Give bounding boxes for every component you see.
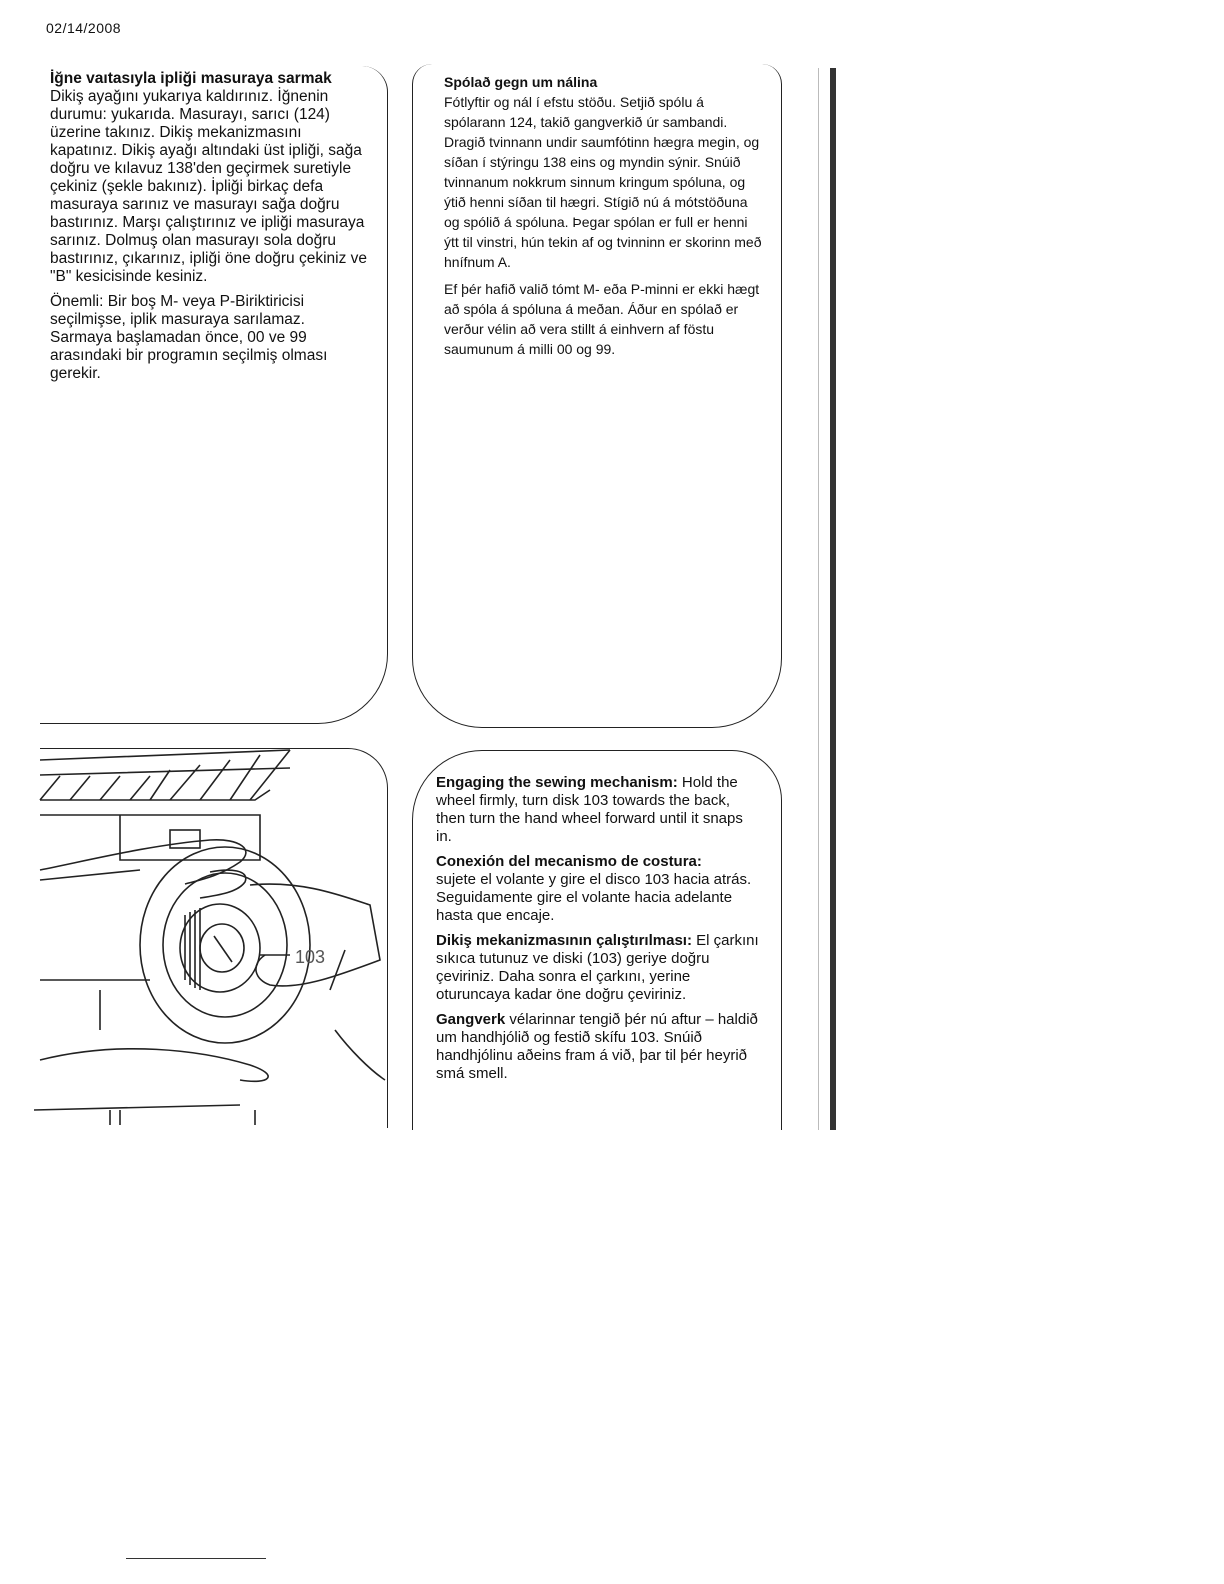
section-note: Ef þér hafið valið tómt M- eða P-minni er ekki hægt að spóla á spóluna á meðan. Áður en spólað er verður vélin að vera stillt á einhvern af föstu saumunum á milli 00 og 99. bbox=[444, 281, 760, 357]
spanish-body: sujete el volante y gire el disco 103 hacia atrás. Seguidamente gire el volante hacia adelante hasta que encaje. bbox=[436, 871, 752, 924]
callout-103: 103 bbox=[295, 947, 326, 967]
icelandic-winding-section bbox=[444, 72, 766, 366]
binding-edge-line bbox=[830, 68, 836, 1130]
turkish-body: El çarkını sıkıca tutunuz ve diski (103) geriye doğru çeviriniz. Daha sonra el çarkını, yerine oturuncaya kadar öne doğru çeviriniz. bbox=[436, 932, 759, 1003]
icelandic-title: Gangverk bbox=[436, 1011, 506, 1028]
section-body: Dikiş ayağını yukarıya kaldırınız. İğnenin durumu: yukarıda. Masurayı, sarıcı (124) üzerine takınız. Dikiş mekanizmasını kapatınız. Dikiş ayağı altındaki üst ipliği, sağa doğru ve kılavuz 138'den geçirmek suretiyle çekiniz (şekle bakınız). İpliği birkaç defa masuraya sarınız ve masurayı sağa doğru bastırınız. Marşı çalıştırınız ve ipliği masuraya sarınız. Dolmuş olan masurayı sola doğru bastırınız, çıkarınız, ipliği öne doğru çekiniz ve "B" kesicisinde kesiniz. bbox=[50, 88, 368, 285]
binding-shadow-line bbox=[818, 68, 819, 1130]
english-body: Hold the wheel firmly, turn disk 103 towards the back, then turn the hand wheel forward until it snaps in. bbox=[436, 774, 743, 845]
page-date: 02/14/2008 bbox=[46, 20, 122, 36]
section-body: Fótlyftir og nál í efstu stöðu. Setjið spólu á spólarann 124, takið gangverkið úr sambandi. Dragið tvinnann undir saumfótinn hægra megin, og síðan í stýringu 138 eins og myndin sýnir. Snúið tvinnanum nokkrum sinnum kringum spóluna, og ýtið henni síðan til hægri. Stígið nú á mótstöðuna og spólið á spóluna. Þegar spólan er full er henni ýtt til vinstri, hún tekin af og tvinninn er skorinn með hnífnum A. bbox=[444, 94, 762, 270]
spanish-title: Conexión del mecanismo de costura: bbox=[436, 853, 702, 870]
section-note: Önemli: Bir boş M- veya P-Biriktiricisi seçilmişse, iplik masuraya sarılamaz. Sarmaya başlamadan önce, 00 ve 99 arasındaki bir programın seçilmiş olması gerekir. bbox=[50, 293, 328, 382]
english-title: Engaging the sewing mechanism: bbox=[436, 774, 678, 791]
icelandic-body: vélarinnar tengið þér nú aftur – haldið um handhjólið og festið skífu 103. Snúið handhjólinu aðeins fram á við, þar til þér heyrið smá smell. bbox=[436, 1011, 758, 1082]
turkish-title: Dikiş mekanizmasının çalıştırılması: bbox=[436, 932, 692, 949]
section-title: İğne vaıtasıyla ipliği masuraya sarmak bbox=[50, 70, 332, 87]
section-title: Spólað gegn um nálina bbox=[444, 74, 598, 90]
engaging-mechanism-section bbox=[436, 774, 760, 1090]
footer-rule bbox=[126, 1558, 266, 1559]
hand-wheel-illustration bbox=[0, 0, 400, 1140]
